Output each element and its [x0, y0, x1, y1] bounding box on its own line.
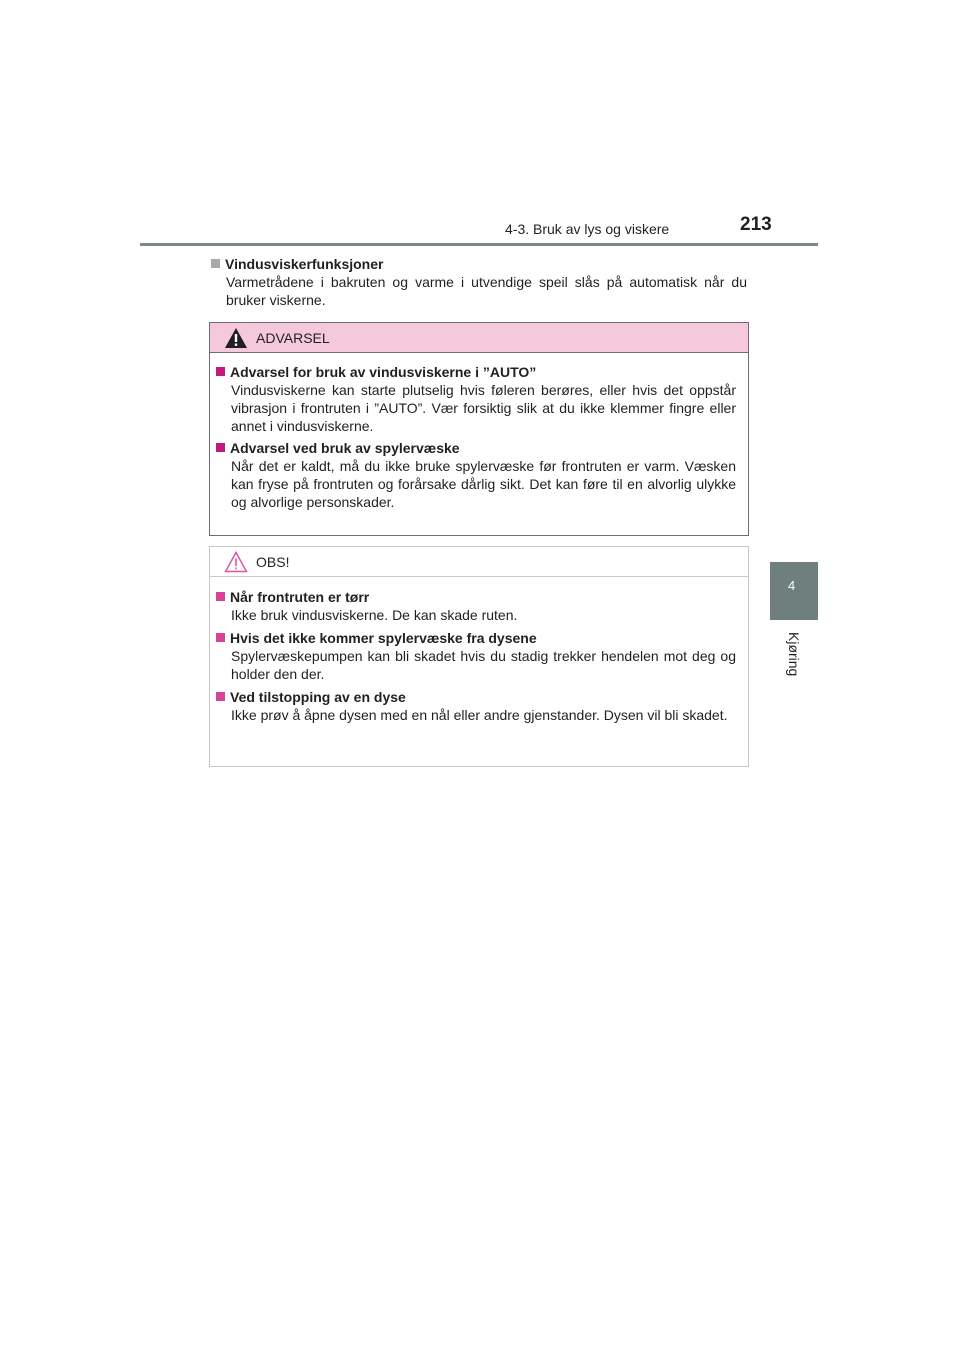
bullet-square-icon — [216, 633, 225, 642]
warning-box-header — [210, 323, 748, 353]
page-number: 213 — [740, 214, 772, 235]
notice-item-heading: Når frontruten er tørr — [230, 589, 370, 605]
notice-item-heading: Ved tilstopping av en dyse — [230, 689, 406, 705]
notice-item-text: Spylervæskepumpen kan bli skadet hvis du stadig trekker hendelen mot deg og holder den der. — [231, 648, 736, 682]
header-rule — [140, 243, 818, 246]
notice-item-text: Ikke prøv å åpne dysen med en nål eller andre gjenstander. Dysen vil bli skadet. — [231, 707, 728, 723]
intro-section — [209, 255, 749, 309]
warning-item — [214, 363, 738, 435]
bullet-square-icon — [216, 592, 225, 601]
bullet-square-icon — [216, 443, 225, 452]
notice-item-heading: Hvis det ikke kommer spylervæske fra dysene — [230, 630, 537, 646]
warning-item — [214, 439, 738, 511]
bullet-square-icon — [211, 259, 220, 268]
notice-title: OBS! — [256, 553, 290, 570]
intro-heading: Vindusviskerfunksjoner — [225, 256, 384, 272]
warning-item-text: Når det er kaldt, må du ikke bruke spylervæske før frontruten er varm. Væsken kan fryse på frontruten og forårsake dårlig sikt. Det kan føre til en alvorlig ulykke og alvorlige personskader. — [231, 458, 736, 510]
notice-item — [214, 629, 738, 683]
running-header-section: 4-3. Bruk av lys og viskere — [505, 221, 670, 237]
intro-text: Varmetrådene i bakruten og varme i utvendige speil slås på automatisk når du bruker viskerne. — [226, 274, 747, 308]
warning-box — [209, 322, 749, 536]
notice-box — [209, 546, 749, 767]
notice-item — [214, 688, 738, 724]
notice-item-text: Ikke bruk vindusviskerne. De kan skade ruten. — [231, 607, 518, 623]
warning-item-text: Vindusviskerne kan starte plutselig hvis føleren berøres, eller hvis det oppstår vibrasjon i frontruten i ”AUTO”. Vær forsiktig slik at du ikke klemmer fingre eller annet i vindusviskerne. — [231, 382, 736, 434]
bullet-square-icon — [216, 367, 225, 376]
notice-box-header — [210, 547, 748, 577]
caution-triangle-icon — [224, 551, 248, 573]
warning-triangle-icon — [224, 327, 248, 349]
warning-item-heading: Advarsel for bruk av vindusviskerne i ”AUTO” — [230, 364, 537, 380]
notice-item — [214, 588, 738, 624]
warning-title: ADVARSEL — [256, 329, 330, 346]
chapter-tab-number: 4 — [788, 578, 796, 593]
warning-item-heading: Advarsel ved bruk av spylervæske — [230, 440, 460, 456]
bullet-square-icon — [216, 692, 225, 701]
chapter-tab-label: Kjøring — [786, 632, 802, 677]
